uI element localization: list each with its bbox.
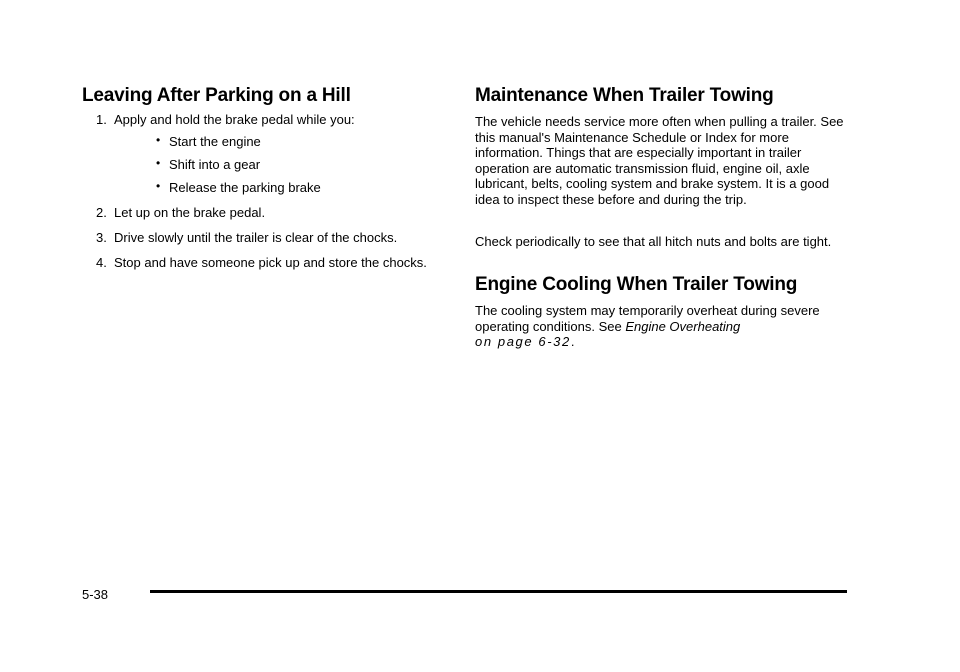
step-item — [82, 255, 452, 271]
steps-list — [82, 112, 452, 271]
footer-rule — [150, 590, 847, 593]
step-item — [82, 205, 452, 221]
bullet-text: Release the parking brake — [169, 180, 321, 195]
cross-reference-page[interactable]: on page 6-32 — [475, 334, 571, 349]
bullet-item — [114, 180, 452, 196]
step-number: 1. — [96, 112, 107, 127]
step-item — [82, 112, 452, 196]
bullet-list — [114, 134, 452, 196]
bullet-icon: • — [156, 133, 161, 147]
bullet-icon: • — [156, 179, 161, 193]
section-heading-engine-cooling: Engine Cooling When Trailer Towing — [475, 274, 798, 295]
step-text: Apply and hold the brake pedal while you: — [114, 112, 355, 127]
cooling-end: . — [570, 334, 575, 349]
step-text: Drive slowly until the trailer is clear of the chocks. — [114, 230, 398, 245]
cooling-text: The cooling system may temporarily overheat during severe operating conditions. See — [475, 303, 820, 334]
bullet-text: Start the engine — [169, 134, 261, 149]
step-number: 3. — [96, 230, 107, 245]
cross-reference-link[interactable]: Engine Overheating — [625, 318, 741, 334]
check-paragraph: Check periodically to see that all hitch nuts and bolts are tight. — [475, 234, 832, 249]
step-number: 2. — [96, 205, 107, 220]
section-heading-leaving-after-parking: Leaving After Parking on a Hill — [82, 85, 351, 106]
step-text: Let up on the brake pedal. — [114, 205, 266, 220]
maintenance-paragraph: The vehicle needs service more often when pulling a trailer. See this manual's Maintenance Schedule or Index for more information. Things that are especially important in trailer operation are automatic transmission fluid, engine oil, axle lubricant, belts, cooling system and brake system. It is a good idea to inspect these before and during the trip. — [475, 114, 844, 207]
step-item — [82, 230, 452, 246]
step-text: Stop and have someone pick up and store the chocks. — [114, 255, 427, 270]
step-number: 4. — [96, 255, 107, 270]
page-number: 5-38 — [82, 587, 109, 602]
cooling-paragraph — [475, 303, 845, 350]
bullet-item — [114, 134, 452, 150]
section-heading-maintenance: Maintenance When Trailer Towing — [475, 85, 774, 106]
bullet-icon: • — [156, 156, 161, 170]
bullet-text: Shift into a gear — [169, 157, 261, 172]
bullet-item — [114, 157, 452, 173]
